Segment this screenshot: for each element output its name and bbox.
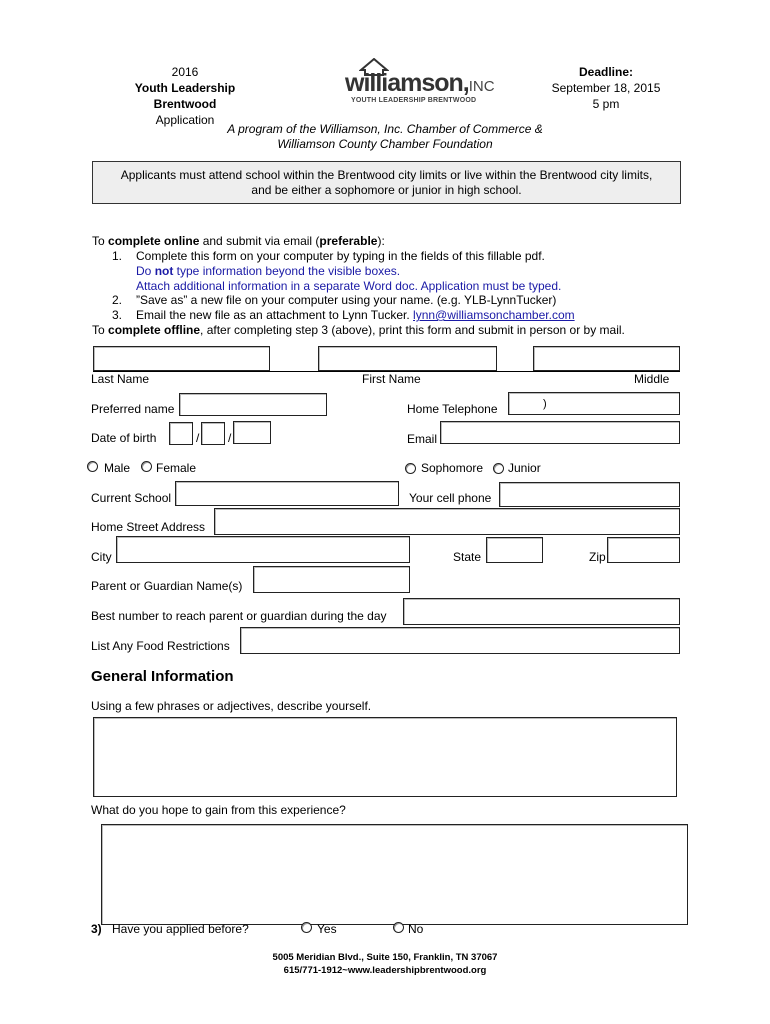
dob-slash-1: /: [196, 431, 200, 445]
applied-no-label: No: [408, 922, 424, 936]
current-school-input[interactable]: [175, 481, 399, 506]
junior-label: Junior: [508, 461, 541, 475]
state-label: State: [453, 550, 482, 564]
current-school-label: Current School: [91, 491, 172, 505]
logo-wordmark: williamson,: [345, 69, 469, 97]
middle-name-label: Middle: [634, 372, 670, 386]
tagline-line1: A program of the Williamson, Inc. Chamber of Commerce &: [227, 122, 543, 136]
email-input[interactable]: [440, 421, 680, 444]
dob-label: Date of birth: [91, 431, 157, 445]
dob-year-input[interactable]: [233, 421, 271, 444]
street-address-label: Home Street Address: [91, 520, 206, 534]
cell-phone-input[interactable]: [499, 482, 680, 507]
footer-address: 5005 Meridian Blvd., Suite 150, Franklin, TN 37067: [272, 952, 498, 963]
best-number-input[interactable]: [403, 598, 680, 625]
preferred-name-label: Preferred name: [91, 402, 175, 416]
notice-line1: Applicants must attend school within the Brentwood city limits or live within the Brentwood city limits,: [120, 168, 653, 182]
applied-yes-label: Yes: [317, 922, 337, 936]
williamson-logo: [345, 58, 495, 106]
offline-instructions: To complete offline, after completing step 3 (above), print this form and submit in person or by mail.: [92, 323, 625, 337]
header-doc-type: Application: [155, 113, 215, 127]
food-restrictions-input[interactable]: [240, 627, 680, 654]
q3-label: Have you applied before?: [112, 922, 249, 936]
male-label: Male: [104, 461, 131, 475]
footer-contact: 615/771-1912~www.leadershipbrentwood.org: [283, 965, 487, 976]
tagline: [150, 122, 620, 152]
cell-phone-label: Your cell phone: [409, 491, 492, 505]
general-info-heading: General Information: [91, 668, 234, 685]
city-label: City: [91, 550, 112, 564]
gain-question: What do you hope to gain from this experience?: [91, 803, 346, 817]
notice-line2: and be either a sophomore or junior in high school.: [251, 183, 522, 197]
eligibility-notice: [92, 161, 681, 204]
guardian-input[interactable]: [253, 566, 410, 593]
first-name-label: First Name: [362, 372, 421, 386]
female-radio[interactable]: [141, 461, 152, 472]
male-radio[interactable]: [87, 461, 98, 472]
last-name-label: Last Name: [91, 372, 150, 386]
preferred-name-input[interactable]: [179, 393, 327, 416]
best-number-label: Best number to reach parent or guardian during the day: [91, 609, 387, 623]
describe-question: Using a few phrases or adjectives, describe yourself.: [91, 699, 372, 713]
step-1: 1. Complete this form on your computer by typing in the fields of this fillable pdf.: [112, 249, 545, 263]
phone-paren: ): [543, 398, 547, 410]
describe-textarea[interactable]: [93, 717, 677, 797]
applied-yes-radio[interactable]: [301, 922, 312, 933]
tagline-line2: Williamson County Chamber Foundation: [277, 137, 493, 151]
logo-subtitle: YOUTH LEADERSHIP BRENTWOOD: [351, 97, 477, 104]
dob-month-input[interactable]: [169, 422, 193, 445]
gain-textarea[interactable]: [101, 824, 688, 925]
zip-input[interactable]: [607, 537, 680, 563]
email-label: Email: [407, 432, 438, 446]
dob-slash-2: /: [228, 431, 232, 445]
step-2: 2. ”Save as” a new file on your computer using your name. (e.g. YLB-LynnTucker): [112, 293, 557, 307]
header-program-name: Youth Leadership Brentwood: [134, 81, 236, 111]
header-right: [532, 64, 680, 112]
junior-radio[interactable]: [493, 463, 504, 474]
food-restrictions-label: List Any Food Restrictions: [91, 639, 230, 653]
zip-label: Zip: [589, 550, 606, 564]
q3-number: 3): [91, 922, 102, 936]
home-telephone-label: Home Telephone: [407, 402, 498, 416]
header-left: [105, 64, 265, 128]
online-instructions: To complete online and submit via email (preferable):: [92, 234, 385, 248]
street-address-input[interactable]: [214, 508, 680, 535]
step-3: 3. Email the new file as an attachment to Lynn Tucker. lynn@williamsonchamber.com: [112, 308, 575, 322]
state-input[interactable]: [486, 537, 543, 563]
deadline-time: 5 pm: [592, 97, 620, 111]
step-1-attach: Attach additional information in a separate Word doc. Application must be typed.: [136, 279, 562, 293]
email-link[interactable]: lynn@williamsonchamber.com: [413, 308, 575, 322]
step-1-warning: Do not type information beyond the visible boxes.: [136, 264, 401, 278]
header-year: 2016: [171, 65, 199, 79]
middle-name-input[interactable]: [533, 346, 680, 371]
first-name-input[interactable]: [318, 346, 497, 371]
female-label: Female: [156, 461, 197, 475]
deadline-label: Deadline:: [578, 65, 633, 79]
dob-day-input[interactable]: [201, 422, 225, 445]
home-telephone-input[interactable]: [508, 392, 680, 415]
applied-no-radio[interactable]: [393, 922, 404, 933]
guardian-label: Parent or Guardian Name(s): [91, 579, 243, 593]
city-input[interactable]: [116, 536, 410, 563]
sophomore-label: Sophomore: [421, 461, 484, 475]
footer: [185, 951, 585, 977]
sophomore-radio[interactable]: [405, 463, 416, 474]
logo-suffix: INC: [468, 78, 495, 95]
last-name-input[interactable]: [93, 346, 270, 371]
deadline-date: September 18, 2015: [551, 81, 661, 95]
